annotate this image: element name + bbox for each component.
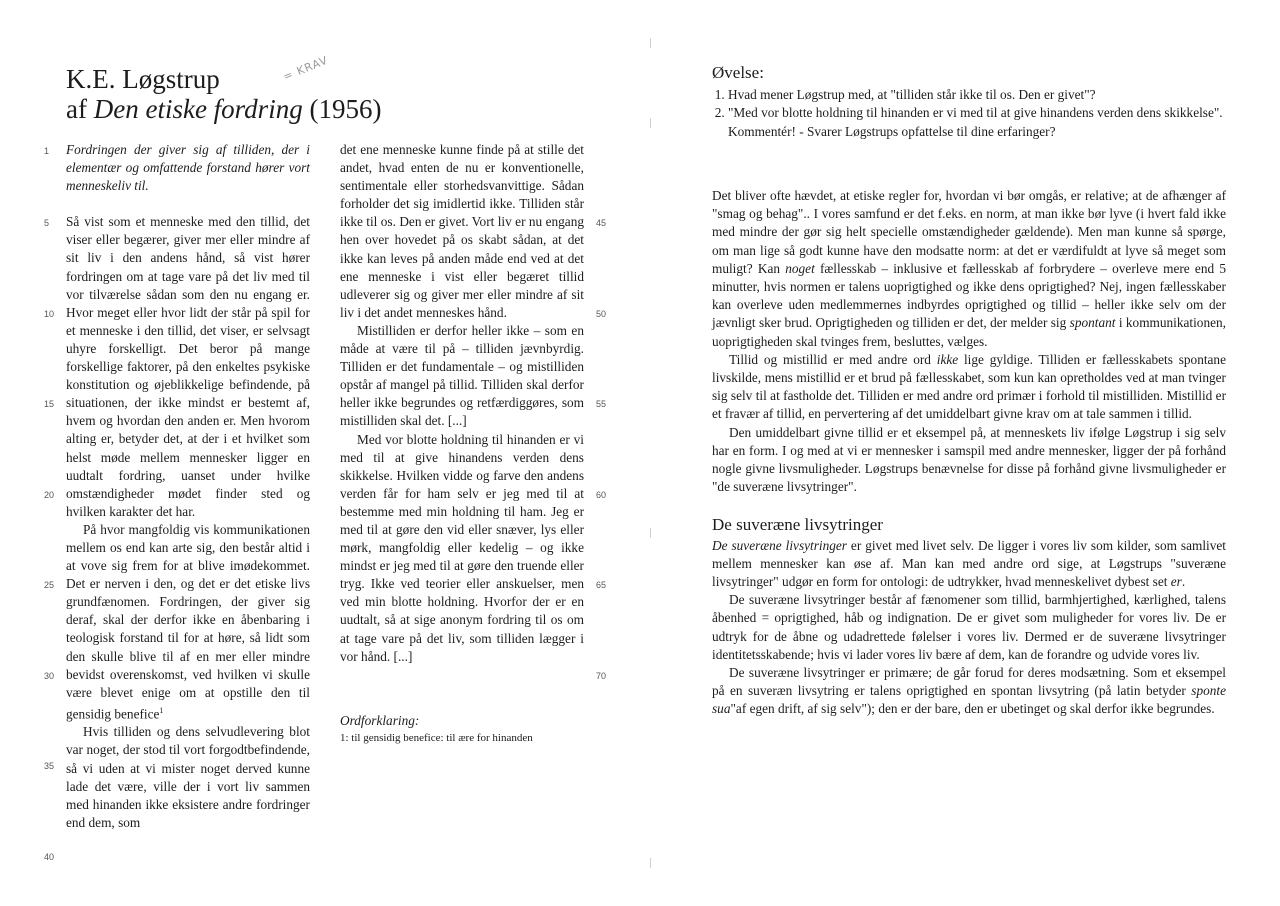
right-page [640, 0, 1280, 906]
paragraph-text: Mistilliden er derfor heller ikke – som en måde at være til på – tilliden jævnbyrdig. Tilliden er det fundamentale – og mistilliden opstår af mangel på tillid. Tilliden skal derfor heller ikke begrundes og retfærdiggøres, som mistilliden skal det. [...] [340, 322, 584, 429]
paragraph-text: Så vist som et menneske med den tillid, det viser eller begærer, giver mer eller mindre af sit liv i den andens hånd, så vist hører fordringen om at tage vare på det liv med til vor tilværelse sådan som den nu engang er. Hvor meget eller hvor lidt der står på spil for et menneske i den tillid, det viser, er selvsagt uhyre forskelligt. Det beror på mange forskellige faktorer, på den enkeltes psykiske konstitution og øjeblikkelige befindende, på situationen, der ikke mindst er bestemt af, hvem og hvordan den anden er. Men hvorom alting er, betyder det, at der i et hvilket som helst møde mellem mennesker ligger en uudtalt fordring, uanset under hvilke omstændigheder mødet finder sted og hvilken karakter det har. [66, 214, 310, 519]
exercise-heading: Øvelse: [712, 63, 764, 82]
paragraph-text: lige gyldige. Tilliden er fællesskabets spontane livskilde, mens mistillid er et brud på fællesskabet, som kun kan opretholdes ved at man tvinger sig selv til at fastholde det. Tilliden er med andre ord primær i forhold til mistilliden. Mistillid er et fravær af tillid, en pervertering af det umiddelbart givne krav om at tale sammen i tillid. [712, 351, 1226, 422]
paragraph [66, 723, 310, 832]
emphasis-text: sponte sua [712, 683, 1226, 717]
paragraph [340, 431, 584, 666]
text-column-b [340, 141, 584, 746]
line-number: 15 [44, 399, 55, 410]
paragraph-text: Tillid og mistillid er med andre ord [729, 351, 937, 367]
paragraph [340, 322, 584, 431]
exercise-list [712, 86, 1226, 141]
paragraph-text: fællesskab – inklusive et fællesskab af forbrydere – overleve mere end 5 minutter, hvis normen er talens uoprigtighed og ikke dens oprigtighed? Nej, ingen fællesskaber kan overleve uden medlemmernes indbyrdes oprigtighed og tillid – heller ikke selv om der jævnligt sker brud. Oprigtigheden og tilliden er det, der melder sig [712, 260, 1226, 331]
glossary-heading: Ordforklaring: [340, 712, 420, 728]
line-number: 45 [596, 218, 607, 229]
line-number: 20 [44, 489, 55, 500]
line-number: 5 [44, 218, 50, 229]
paragraph [66, 213, 310, 521]
text-column-a [66, 141, 310, 832]
line-number: 70 [596, 670, 607, 681]
paragraph-text: . [1181, 574, 1186, 590]
paragraph-text: De suveræne livsytringer er primære; de går forud for deres modsætning. Som et eksempel på en suveræn livsytring er talens oprigtighed en spontan livsytring (på latin betyder [712, 665, 1226, 699]
scan-mark [650, 118, 651, 128]
paragraph-text: det ene menneske kunne finde på at stille det andet, hvad enten de nu er konventionelle, sentimentale eller storhedsvanvittige. Sådan forholder det sig imidlertid ikke. Tilliden står ikke til os. Den er givet. Vort liv er nu engang hen over hovedet på os skabt sådan, at det ikke kan leves på anden måde end ved at det ene menneske i vist eller begæret tillid udleverer sig og giver mer eller mindre af sit liv i det andet menneskes hånd. [340, 142, 584, 320]
line-number: 30 [44, 670, 55, 681]
paragraph-text: er givet med livet selv. De ligger i vores liv som kilder, som samlivet mellem mennesker kan øse af. Man kan med andre ord sige, at Løgstrups "suveræne livsytringer" udgør en form for ontologi: de udtrykker, hvad menneskelivet dybest set [712, 537, 1226, 590]
paragraph-text: Hvis tilliden og dens selvudlevering blot var noget, der stod til vort forgodtbefindende, så vi uden at vi mister noget derved kunne lade det være, ville der i vort liv sammen med hinanden ikke eksistere andre fordringer end dem, som [66, 724, 310, 830]
line-number: 65 [596, 580, 607, 591]
paragraph [712, 187, 1226, 351]
emphasis-text: spontant [1069, 315, 1116, 331]
paragraph-text: Med vor blotte holdning til hinanden er vi med til at give hinandens verden dens skikkelse. Hvilken vidde og farve den andens verden får for ham selv er jeg med til at bestemme med min holdning til ham. Jeg er med til at gøre den vid eller snæver, lys eller mørk, mangfoldig eller kedelig – og ikke mindst er jeg med til at gøre den truende eller tryg. Ikke ved teorier eller anskuelser, men ved min blotte holdning. Hvorfor der er en uudtalt, så at sige anonym fordring til os om at tage vare på det liv, som tilliden lægger i vor hånd. [...] [340, 431, 584, 664]
paragraph-text: Det bliver ofte hævdet, at etiske regler for, hvordan vi bør omgås, er relative; at de afhænger af "smag og behag".. I vores samfund er det f.eks. en norm, at man ikke bør lyve (i hvert fald ikke med mindre der gør sig helt specielle omstændigheder gældende). Men man kunne så spørge, om man lige så godt kunne have den modsatte norm: at det er værdifuldt at lyve så meget som muligt? Kan [712, 188, 1226, 276]
scan-mark [650, 528, 651, 538]
title-year: (1956) [302, 94, 382, 124]
commentary [712, 187, 1226, 719]
exercise-text: Hvad mener Løgstrup med, at "tilliden står ikke til os. Den er givet"? [728, 87, 1096, 103]
paragraph [712, 351, 1226, 424]
paragraph-text: i kommunikationen, uoprigtigheden skal tvinges frem, besluttes, vælges. [712, 315, 1226, 349]
title-italic: Den etiske fordring [93, 94, 303, 124]
footnote-marker: 1 [159, 705, 164, 715]
exercise-item [728, 104, 1226, 140]
line-number: 40 [44, 851, 55, 862]
paragraph-text: "af egen drift, af sig selv"); den er der bare, den er ubetinget og skal derfor ikke begrundes. [730, 701, 1215, 717]
paragraph-text: Den umiddelbart givne tillid er et eksempel på, at menneskets liv ifølge Løgstrup i sig selv har en form. I og med at vi er mennesker i samspil med andre mennesker, ligger der på forhånd nogle givne livsmuligheder. Løgstrups benævnelse for disse på forhånd givne livsmuligheder er "de suveræne livsytringer". [712, 424, 1226, 495]
line-number: 60 [596, 489, 607, 500]
lead-paragraph [66, 141, 310, 195]
exercise-text: "Med vor blotte holdning til hinanden er vi med til at give hinandens verden dens skikkelse". Kommentér! - Svarer Løgstrups opfattelse til dine erfaringer? [728, 105, 1223, 139]
paragraph [712, 424, 1226, 497]
line-number: 10 [44, 308, 55, 319]
scan-mark [650, 38, 651, 48]
line-number: 50 [596, 308, 607, 319]
line-number: 1 [44, 146, 50, 156]
glossary-text: 1: til gensidig benefice: til ære for hinanden [340, 731, 533, 744]
emphasis-text: er [1170, 574, 1182, 590]
paragraph [712, 591, 1226, 664]
paragraph [66, 521, 310, 723]
handwritten-note: = KRAV [281, 53, 331, 84]
paragraph-gap [66, 195, 310, 213]
line-number: 35 [44, 761, 55, 772]
page-title [66, 64, 381, 124]
paragraph-text: De suveræne livsytringer består af fænomener som tillid, barmhjertighed, kærlighed, talens åbenhed = oprigtighed, håb og indignation. De er givet som muligheder for vores liv. De er udtryk for de åbne og udadrettede følelser i vores liv. Dermed er de suveræne livsytringer identitetsskabende; hvis vi lader vores liv bære af dem, kan de forandre og udvide vores liv. [712, 592, 1226, 662]
section-heading: De suveræne livsytringer [712, 515, 883, 535]
emphasis-text: ikke [936, 351, 959, 367]
paragraph-text: På hvor mangfoldig vis kommunikationen mellem os end kan arte sig, den består altid i at vove sig frem for at blive imødekommet. Det er nerven i den, og det er det etiske livs grundfænomen. Fordringen, der giver sig deraf, skal der derfor ikke en åbenbaring i teologisk forstand til for at høre, så lidt som den skulle blive til af en mer eller mindre bevidst overenskomst, ved hvilken vi skulle være blevet enige om at opstille den til gensidig benefice [66, 521, 310, 722]
title-author: K.E. Løgstrup [66, 64, 220, 94]
line-number: 55 [596, 399, 607, 410]
emphasis-text: De suveræne livsytringer [712, 537, 847, 553]
exercise-block [712, 64, 1226, 141]
paragraph [340, 141, 584, 322]
exercise-item [728, 86, 1226, 104]
paragraph-text: Fordringen der giver sig af tilliden, der i elementær og omfattende forstand hører vort menneskeliv til. [66, 142, 310, 194]
emphasis-text: noget [785, 260, 815, 276]
paragraph [712, 664, 1226, 719]
title-prefix: af [66, 94, 94, 124]
title-work [66, 94, 381, 124]
scan-mark [650, 858, 651, 868]
line-number: 25 [44, 580, 55, 591]
paragraph [712, 537, 1226, 592]
